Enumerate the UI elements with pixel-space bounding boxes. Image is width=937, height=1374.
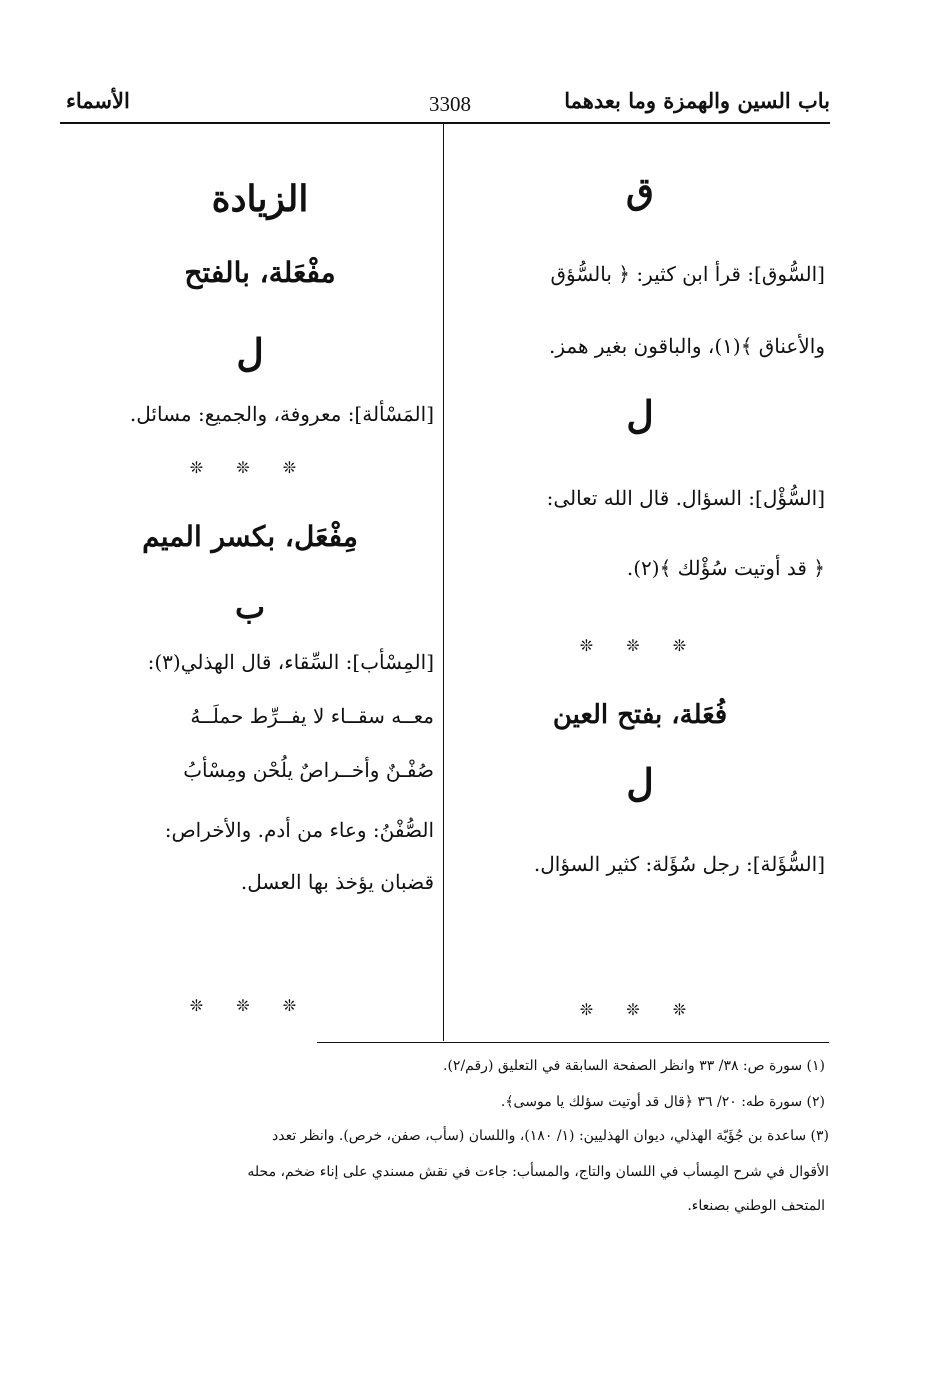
separator-right-1: ❊ ❊ ❊ xyxy=(579,636,701,655)
letter-heading-ba: ب xyxy=(234,588,266,626)
letter-heading-qaf: ق xyxy=(626,170,654,212)
column-divider xyxy=(443,124,444,1041)
pattern-heading-mifal: مِفْعَل، بكسر الميم xyxy=(142,520,358,553)
chapter-title: باب السين والهمزة وما بعدهما xyxy=(564,88,830,113)
footnote-1: (١) سورة ص: ٣٨/ ٣٣ وانظر الصفحة السابقة في التعليق (رقم/٢). xyxy=(443,1058,825,1074)
letter-heading-lam-1: ل xyxy=(626,392,654,437)
header-rule xyxy=(60,122,830,124)
entry-suq-line1: [السُّوق]: قرأ ابن كثير: ﴿ بالسُّؤق xyxy=(550,262,825,286)
footnote-2: (٢) سورة طه: ٢٠/ ٣٦ ﴿قال قد أوتيت سؤلك يا موسى﴾. xyxy=(500,1094,825,1110)
entry-masala: [المَسْألة]: معروفة، والجميع: مسائل. xyxy=(129,402,434,426)
pattern-heading-fuala: فُعَلة، بفتح العين xyxy=(552,700,728,730)
entry-suala: [السُّؤَلة]: رجل سُؤَلة: كثير السؤال. xyxy=(533,852,825,876)
page-number: 3308 xyxy=(429,92,471,116)
separator-left-2: ❊ ❊ ❊ xyxy=(189,996,311,1015)
section-heading-ziyada: الزيادة xyxy=(211,178,309,220)
entry-misab-line1: [المِسْأب]: السِّقاء، قال الهذلي(٣): xyxy=(147,650,434,674)
separator-right-2: ❊ ❊ ❊ xyxy=(579,1000,701,1019)
letter-heading-lam: ل xyxy=(236,330,264,375)
entry-sul-line1: [السُّؤْل]: السؤال. قال الله تعالى: xyxy=(546,486,825,510)
gloss-line1: الصُّفْنُ: وعاء من أدم. والأخراص: xyxy=(164,818,434,842)
footnote-3-line2: الأقوال في شرح المِسأب في اللسان والتاج، والمسأب: جاءت في نقش مسندي على إناء ضخم، محله xyxy=(247,1164,829,1180)
footnote-3-line3: المتحف الوطني بصنعاء. xyxy=(687,1198,825,1214)
pattern-heading-mafala: مفْعَلة، بالفتح xyxy=(184,256,336,289)
entry-sul-line2: ﴿ قد أوتيت سُؤْلك ﴾(٢). xyxy=(626,556,825,580)
verse-line2: صُفْـنٌ وأخــراصٌ يلُحْن ومِسْأبُ xyxy=(183,758,434,782)
verse-line1: معــه سقــاء لا يفــرِّط حملَــهُ xyxy=(190,704,434,728)
entry-suq-line2: والأعناق ﴾(١)، والباقون بغير همز. xyxy=(549,334,825,358)
footnote-rule xyxy=(317,1042,829,1043)
gloss-line2: قضبان يؤخذ بها العسل. xyxy=(240,870,434,894)
separator-left-1: ❊ ❊ ❊ xyxy=(189,458,311,477)
letter-heading-lam-2: ل xyxy=(626,760,654,805)
footnote-3-line1: (٣) ساعدة بن جُؤَيّة الهذلي، ديوان الهذليين: (١/ ١٨٠)، واللسان (سأب، صفن، خرص). وانظر تعدد xyxy=(272,1128,829,1144)
section-title: الأسماء xyxy=(66,88,130,113)
